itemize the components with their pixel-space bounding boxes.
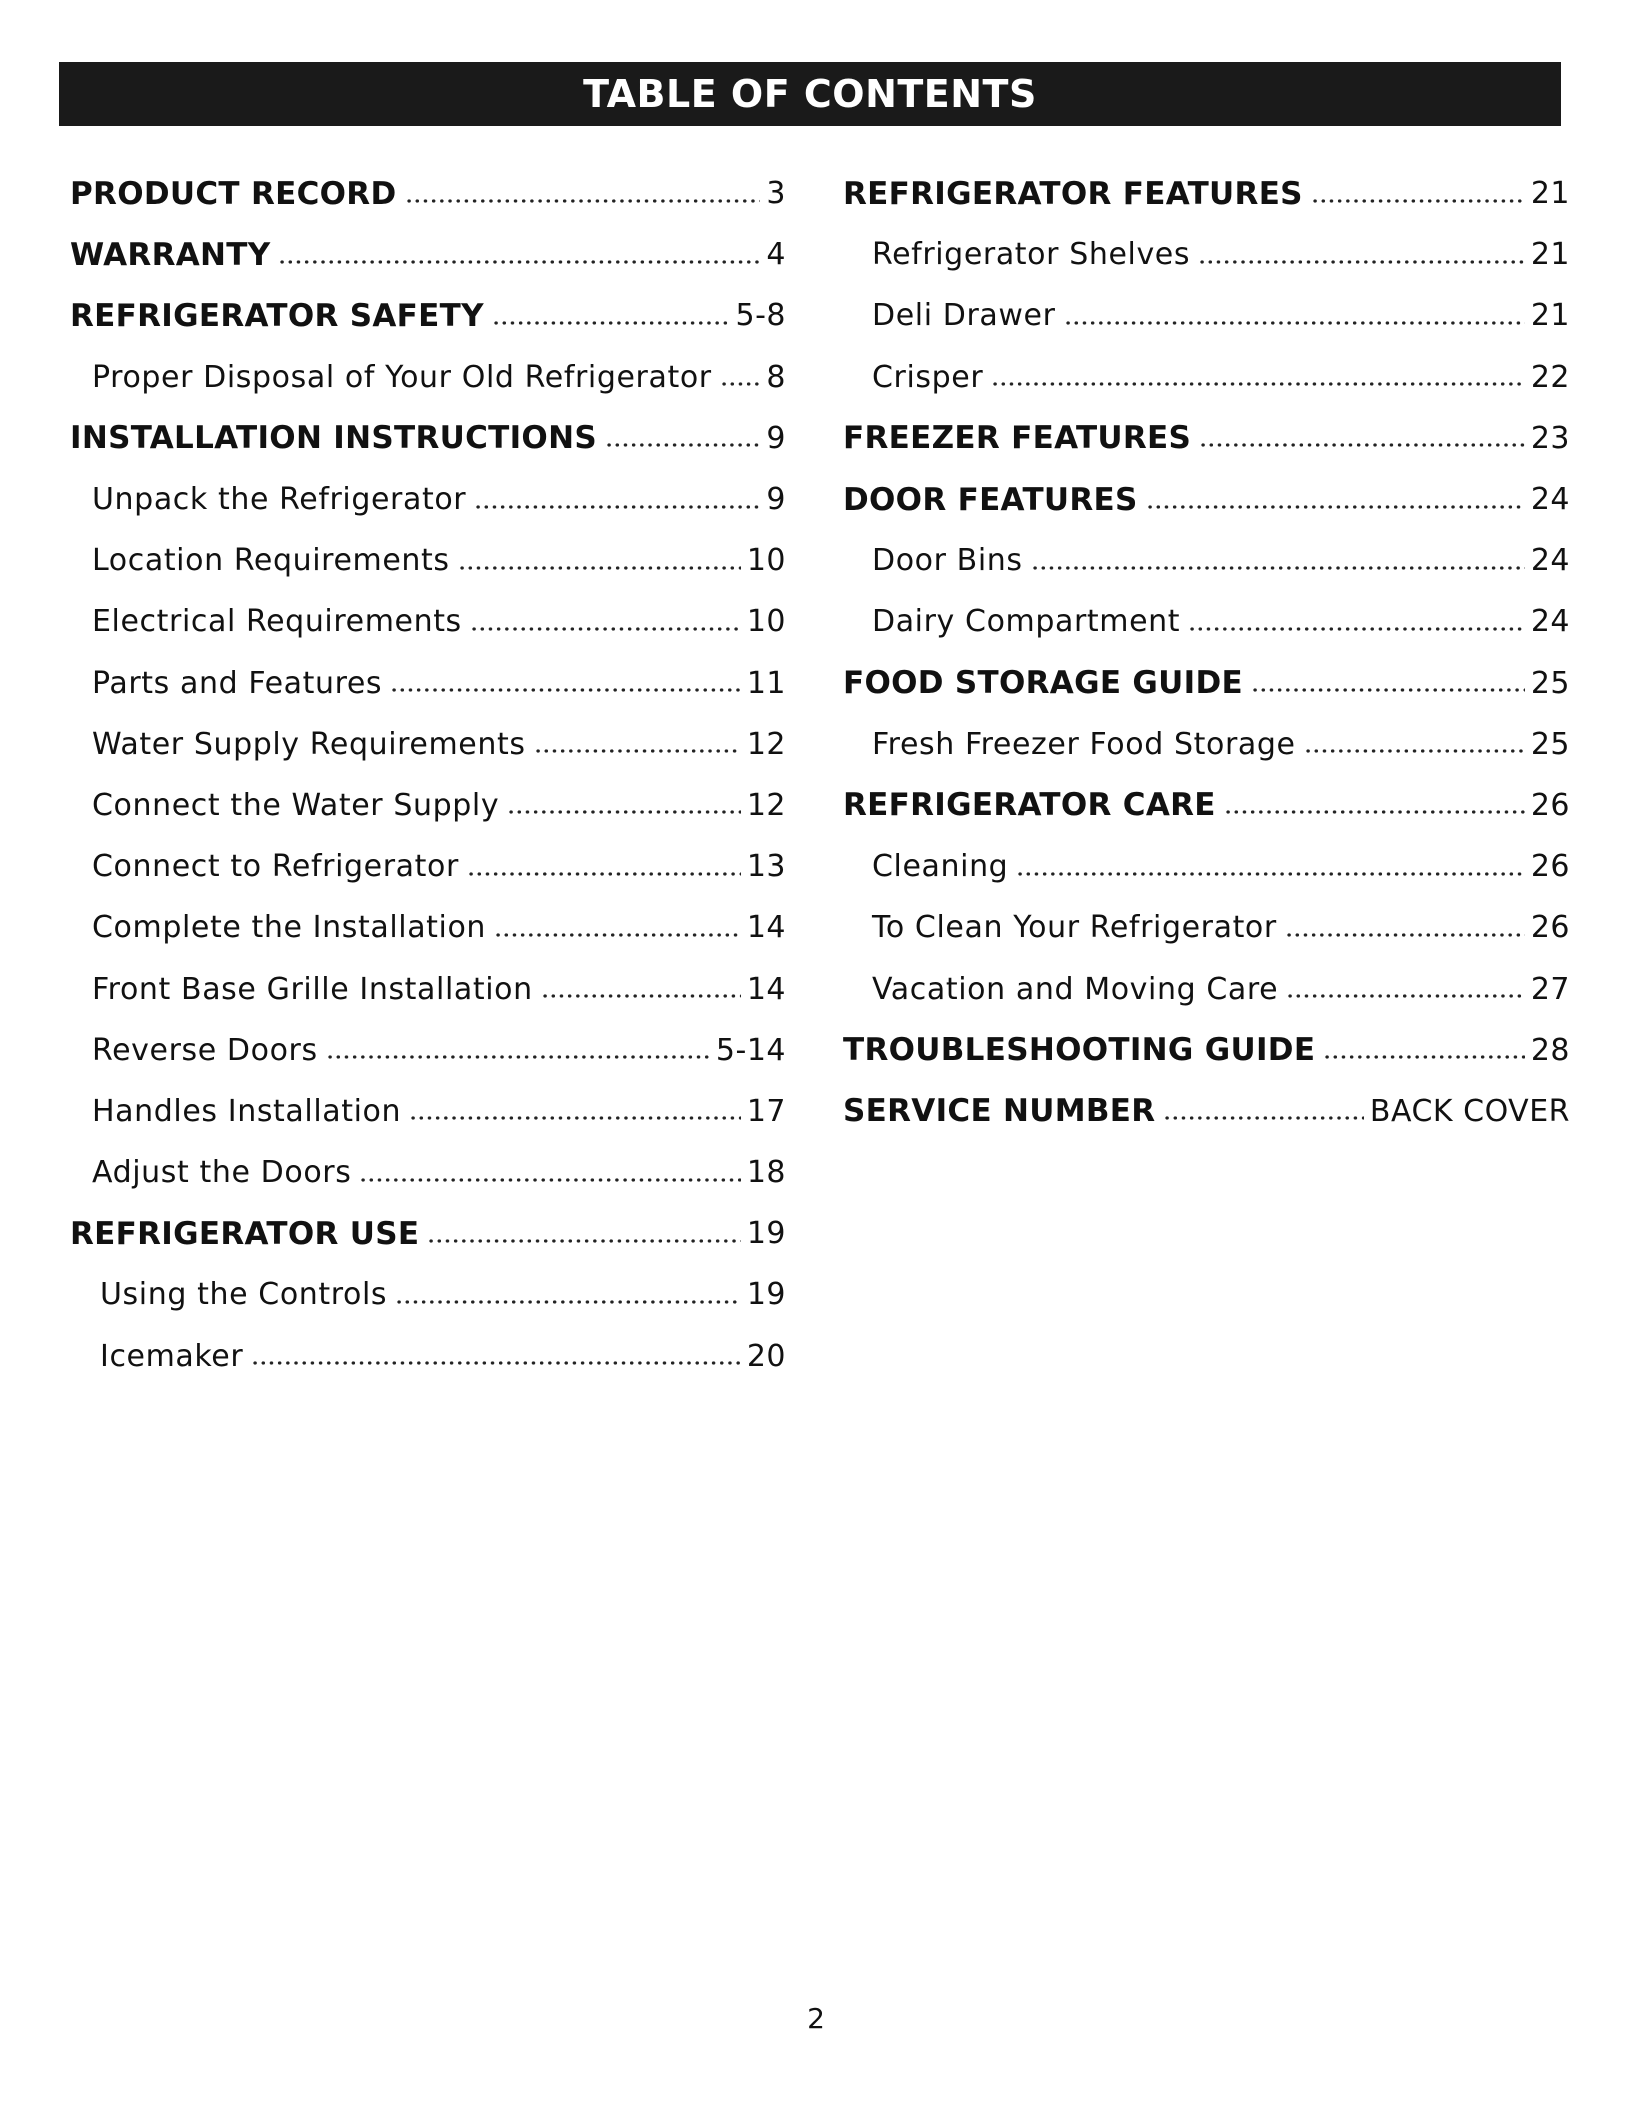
toc-entry-page: 25 <box>1530 726 1570 762</box>
toc-left-column <box>70 163 786 1387</box>
toc-entry-title: Fresh Freezer Food Storage <box>872 726 1296 762</box>
toc-entry-door-features[interactable] <box>843 469 1570 530</box>
toc-entry-page: 28 <box>1530 1032 1570 1068</box>
dot-leader <box>507 810 741 814</box>
toc-entry-product-record[interactable] <box>70 163 786 224</box>
toc-entry-title: Icemaker <box>100 1338 244 1374</box>
dot-leader <box>1224 810 1525 814</box>
toc-entry-water-supply-requirements[interactable] <box>70 714 786 775</box>
toc-entry-title: FREEZER FEATURES <box>843 420 1192 457</box>
toc-entry-title: REFRIGERATOR CARE <box>843 787 1216 824</box>
dot-leader <box>1251 688 1525 692</box>
page-number: 2 <box>807 2002 825 2035</box>
toc-entry-page: 21 <box>1530 237 1570 273</box>
dot-leader <box>991 382 1525 386</box>
toc-entry-parts-and-features[interactable] <box>70 653 786 714</box>
toc-entry-title: PRODUCT RECORD <box>70 175 397 212</box>
toc-entry-title: Handles Installation <box>92 1093 402 1129</box>
toc-entry-title: TROUBLESHOOTING GUIDE <box>843 1032 1316 1069</box>
toc-entry-title: REFRIGERATOR USE <box>70 1215 420 1252</box>
toc-entry-title: Connect to Refrigerator <box>92 849 459 885</box>
toc-entry-door-bins[interactable] <box>843 530 1570 591</box>
dot-leader <box>409 1116 741 1120</box>
toc-entry-title: Complete the Installation <box>92 910 487 946</box>
toc-entry-title: FOOD STORAGE GUIDE <box>843 665 1243 702</box>
dot-leader <box>427 1239 740 1243</box>
toc-entry-title: REFRIGERATOR SAFETY <box>70 297 484 334</box>
dot-leader <box>1016 872 1524 876</box>
toc-entry-handles-installation[interactable] <box>70 1081 786 1142</box>
dot-leader <box>278 260 760 264</box>
dot-leader <box>492 321 730 325</box>
dot-leader <box>474 505 760 509</box>
toc-entry-refrigerator-care[interactable] <box>843 775 1570 836</box>
toc-entry-title: Water Supply Requirements <box>92 726 526 762</box>
dot-leader <box>395 1300 741 1304</box>
toc-entry-dairy-compartment[interactable] <box>843 591 1570 652</box>
toc-entry-deli-drawer[interactable] <box>843 285 1570 346</box>
toc-entry-page: 9 <box>766 482 786 518</box>
dot-leader <box>458 566 741 570</box>
dot-leader <box>720 382 761 386</box>
toc-entry-title: Reverse Doors <box>92 1032 318 1068</box>
dot-leader <box>1311 199 1525 203</box>
toc-entry-title: Unpack the Refrigerator <box>92 482 467 518</box>
toc-entry-page: 26 <box>1530 910 1570 946</box>
toc-entry-page: 26 <box>1530 787 1570 823</box>
toc-entry-cleaning[interactable] <box>843 836 1570 897</box>
toc-entry-title: SERVICE NUMBER <box>843 1093 1156 1130</box>
toc-entry-installation-instructions[interactable] <box>70 408 786 469</box>
toc-entry-title: Location Requirements <box>92 543 450 579</box>
toc-entry-troubleshooting-guide[interactable] <box>843 1020 1570 1081</box>
toc-entry-using-the-controls[interactable] <box>70 1264 786 1325</box>
dot-leader <box>326 1055 710 1059</box>
toc-entry-page: 12 <box>746 787 786 823</box>
toc-entry-page: 17 <box>746 1093 786 1129</box>
dot-leader <box>1031 566 1525 570</box>
toc-entry-page: 27 <box>1530 971 1570 1007</box>
toc-entry-title: Connect the Water Supply <box>92 787 500 823</box>
toc-entry-page: 8 <box>766 359 786 395</box>
dot-leader <box>470 627 741 631</box>
toc-entry-title: WARRANTY <box>70 236 271 273</box>
toc-entry-unpack-the-refrigerator[interactable] <box>70 469 786 530</box>
toc-entry-page: 14 <box>746 910 786 946</box>
toc-entry-page: 23 <box>1530 420 1570 456</box>
toc-entry-page: 3 <box>766 176 786 212</box>
dot-leader <box>1199 443 1525 447</box>
toc-right-column <box>843 163 1570 1142</box>
dot-leader <box>1323 1055 1525 1059</box>
dot-leader <box>390 688 741 692</box>
toc-entry-title: Front Base Grille Installation <box>92 971 533 1007</box>
toc-entry-to-clean-your-refrigerator[interactable] <box>843 897 1570 958</box>
toc-entry-fresh-freezer-food-storage[interactable] <box>843 714 1570 775</box>
toc-entry-icemaker[interactable] <box>70 1326 786 1387</box>
dot-leader <box>494 933 741 937</box>
toc-entry-page: 11 <box>746 665 786 701</box>
toc-entry-page: 5-8 <box>735 298 786 334</box>
toc-entry-page: 26 <box>1530 849 1570 885</box>
toc-entry-title: Vacation and Moving Care <box>872 971 1279 1007</box>
dot-leader <box>1304 749 1525 753</box>
toc-entry-refrigerator-safety[interactable] <box>70 285 786 346</box>
toc-entry-proper-disposal-of-your-old-refrigerator[interactable] <box>70 347 786 408</box>
dot-leader <box>534 749 741 753</box>
toc-entry-title: Deli Drawer <box>872 298 1056 334</box>
toc-entry-refrigerator-use[interactable] <box>70 1203 786 1264</box>
toc-entry-page: 4 <box>766 237 786 273</box>
dot-leader <box>467 872 741 876</box>
dot-leader <box>1198 260 1525 264</box>
toc-entry-title: INSTALLATION INSTRUCTIONS <box>70 420 597 457</box>
toc-entry-page: 5-14 <box>715 1032 786 1068</box>
toc-entry-connect-the-water-supply[interactable] <box>70 775 786 836</box>
toc-entry-page: 20 <box>746 1338 786 1374</box>
toc-entry-front-base-grille-installation[interactable] <box>70 958 786 1019</box>
toc-entry-location-requirements[interactable] <box>70 530 786 591</box>
toc-entry-page: 12 <box>746 726 786 762</box>
dot-leader <box>359 1178 740 1182</box>
toc-entry-title: Using the Controls <box>100 1277 388 1313</box>
dot-leader <box>251 1361 741 1365</box>
toc-entry-freezer-features[interactable] <box>843 408 1570 469</box>
toc-entry-page: 22 <box>1530 359 1570 395</box>
section-header-bar <box>59 62 1561 126</box>
toc-entry-connect-to-refrigerator[interactable] <box>70 836 786 897</box>
toc-entry-title: Dairy Compartment <box>872 604 1181 640</box>
toc-entry-page: 19 <box>746 1216 786 1252</box>
dot-leader <box>1146 505 1525 509</box>
dot-leader <box>405 199 761 203</box>
dot-leader <box>1285 933 1525 937</box>
toc-entry-page: 21 <box>1530 298 1570 334</box>
toc-entry-reverse-doors[interactable] <box>70 1020 786 1081</box>
toc-entry-page: 24 <box>1530 543 1570 579</box>
toc-entry-crisper[interactable] <box>843 347 1570 408</box>
toc-entry-title: Refrigerator Shelves <box>872 237 1191 273</box>
toc-entry-title: Parts and Features <box>92 665 383 701</box>
toc-entry-page: 25 <box>1530 665 1570 701</box>
toc-entry-page: 10 <box>746 543 786 579</box>
toc-entry-page: 10 <box>746 604 786 640</box>
dot-leader <box>1286 994 1525 998</box>
toc-entry-page: 14 <box>746 971 786 1007</box>
toc-entry-service-number[interactable] <box>843 1081 1570 1142</box>
toc-entry-page: 21 <box>1530 176 1570 212</box>
toc-entry-title: Door Bins <box>872 543 1023 579</box>
toc-entry-vacation-and-moving-care[interactable] <box>843 958 1570 1019</box>
toc-entry-refrigerator-shelves[interactable] <box>843 224 1570 285</box>
toc-entry-page: 24 <box>1530 604 1570 640</box>
toc-entry-complete-the-installation[interactable] <box>70 897 786 958</box>
toc-entry-page: 9 <box>766 420 786 456</box>
toc-entry-page: 24 <box>1530 482 1570 518</box>
toc-entry-electrical-requirements[interactable] <box>70 591 786 652</box>
toc-entry-page: 13 <box>746 849 786 885</box>
toc-entry-title: Cleaning <box>872 849 1009 885</box>
toc-entry-adjust-the-doors[interactable] <box>70 1142 786 1203</box>
dot-leader <box>1064 321 1525 325</box>
toc-entry-title: To Clean Your Refrigerator <box>872 910 1277 946</box>
toc-entry-title: Electrical Requirements <box>92 604 462 640</box>
toc-entry-title: DOOR FEATURES <box>843 481 1138 518</box>
toc-entry-page: BACK COVER <box>1369 1093 1570 1129</box>
toc-entry-title: Adjust the Doors <box>92 1155 352 1191</box>
dot-leader <box>1188 627 1525 631</box>
toc-entry-refrigerator-features[interactable] <box>843 163 1570 224</box>
dot-leader <box>605 443 760 447</box>
toc-entry-title: Crisper <box>872 359 984 395</box>
toc-entry-page: 18 <box>746 1155 786 1191</box>
toc-entry-title: Proper Disposal of Your Old Refrigerator <box>92 359 712 395</box>
page-title: TABLE OF CONTENTS <box>583 72 1037 116</box>
dot-leader <box>541 994 741 998</box>
toc-entry-title: REFRIGERATOR FEATURES <box>843 175 1303 212</box>
dot-leader <box>1163 1116 1363 1120</box>
toc-entry-food-storage-guide[interactable] <box>843 653 1570 714</box>
toc-entry-page: 19 <box>746 1277 786 1313</box>
toc-entry-warranty[interactable] <box>70 224 786 285</box>
